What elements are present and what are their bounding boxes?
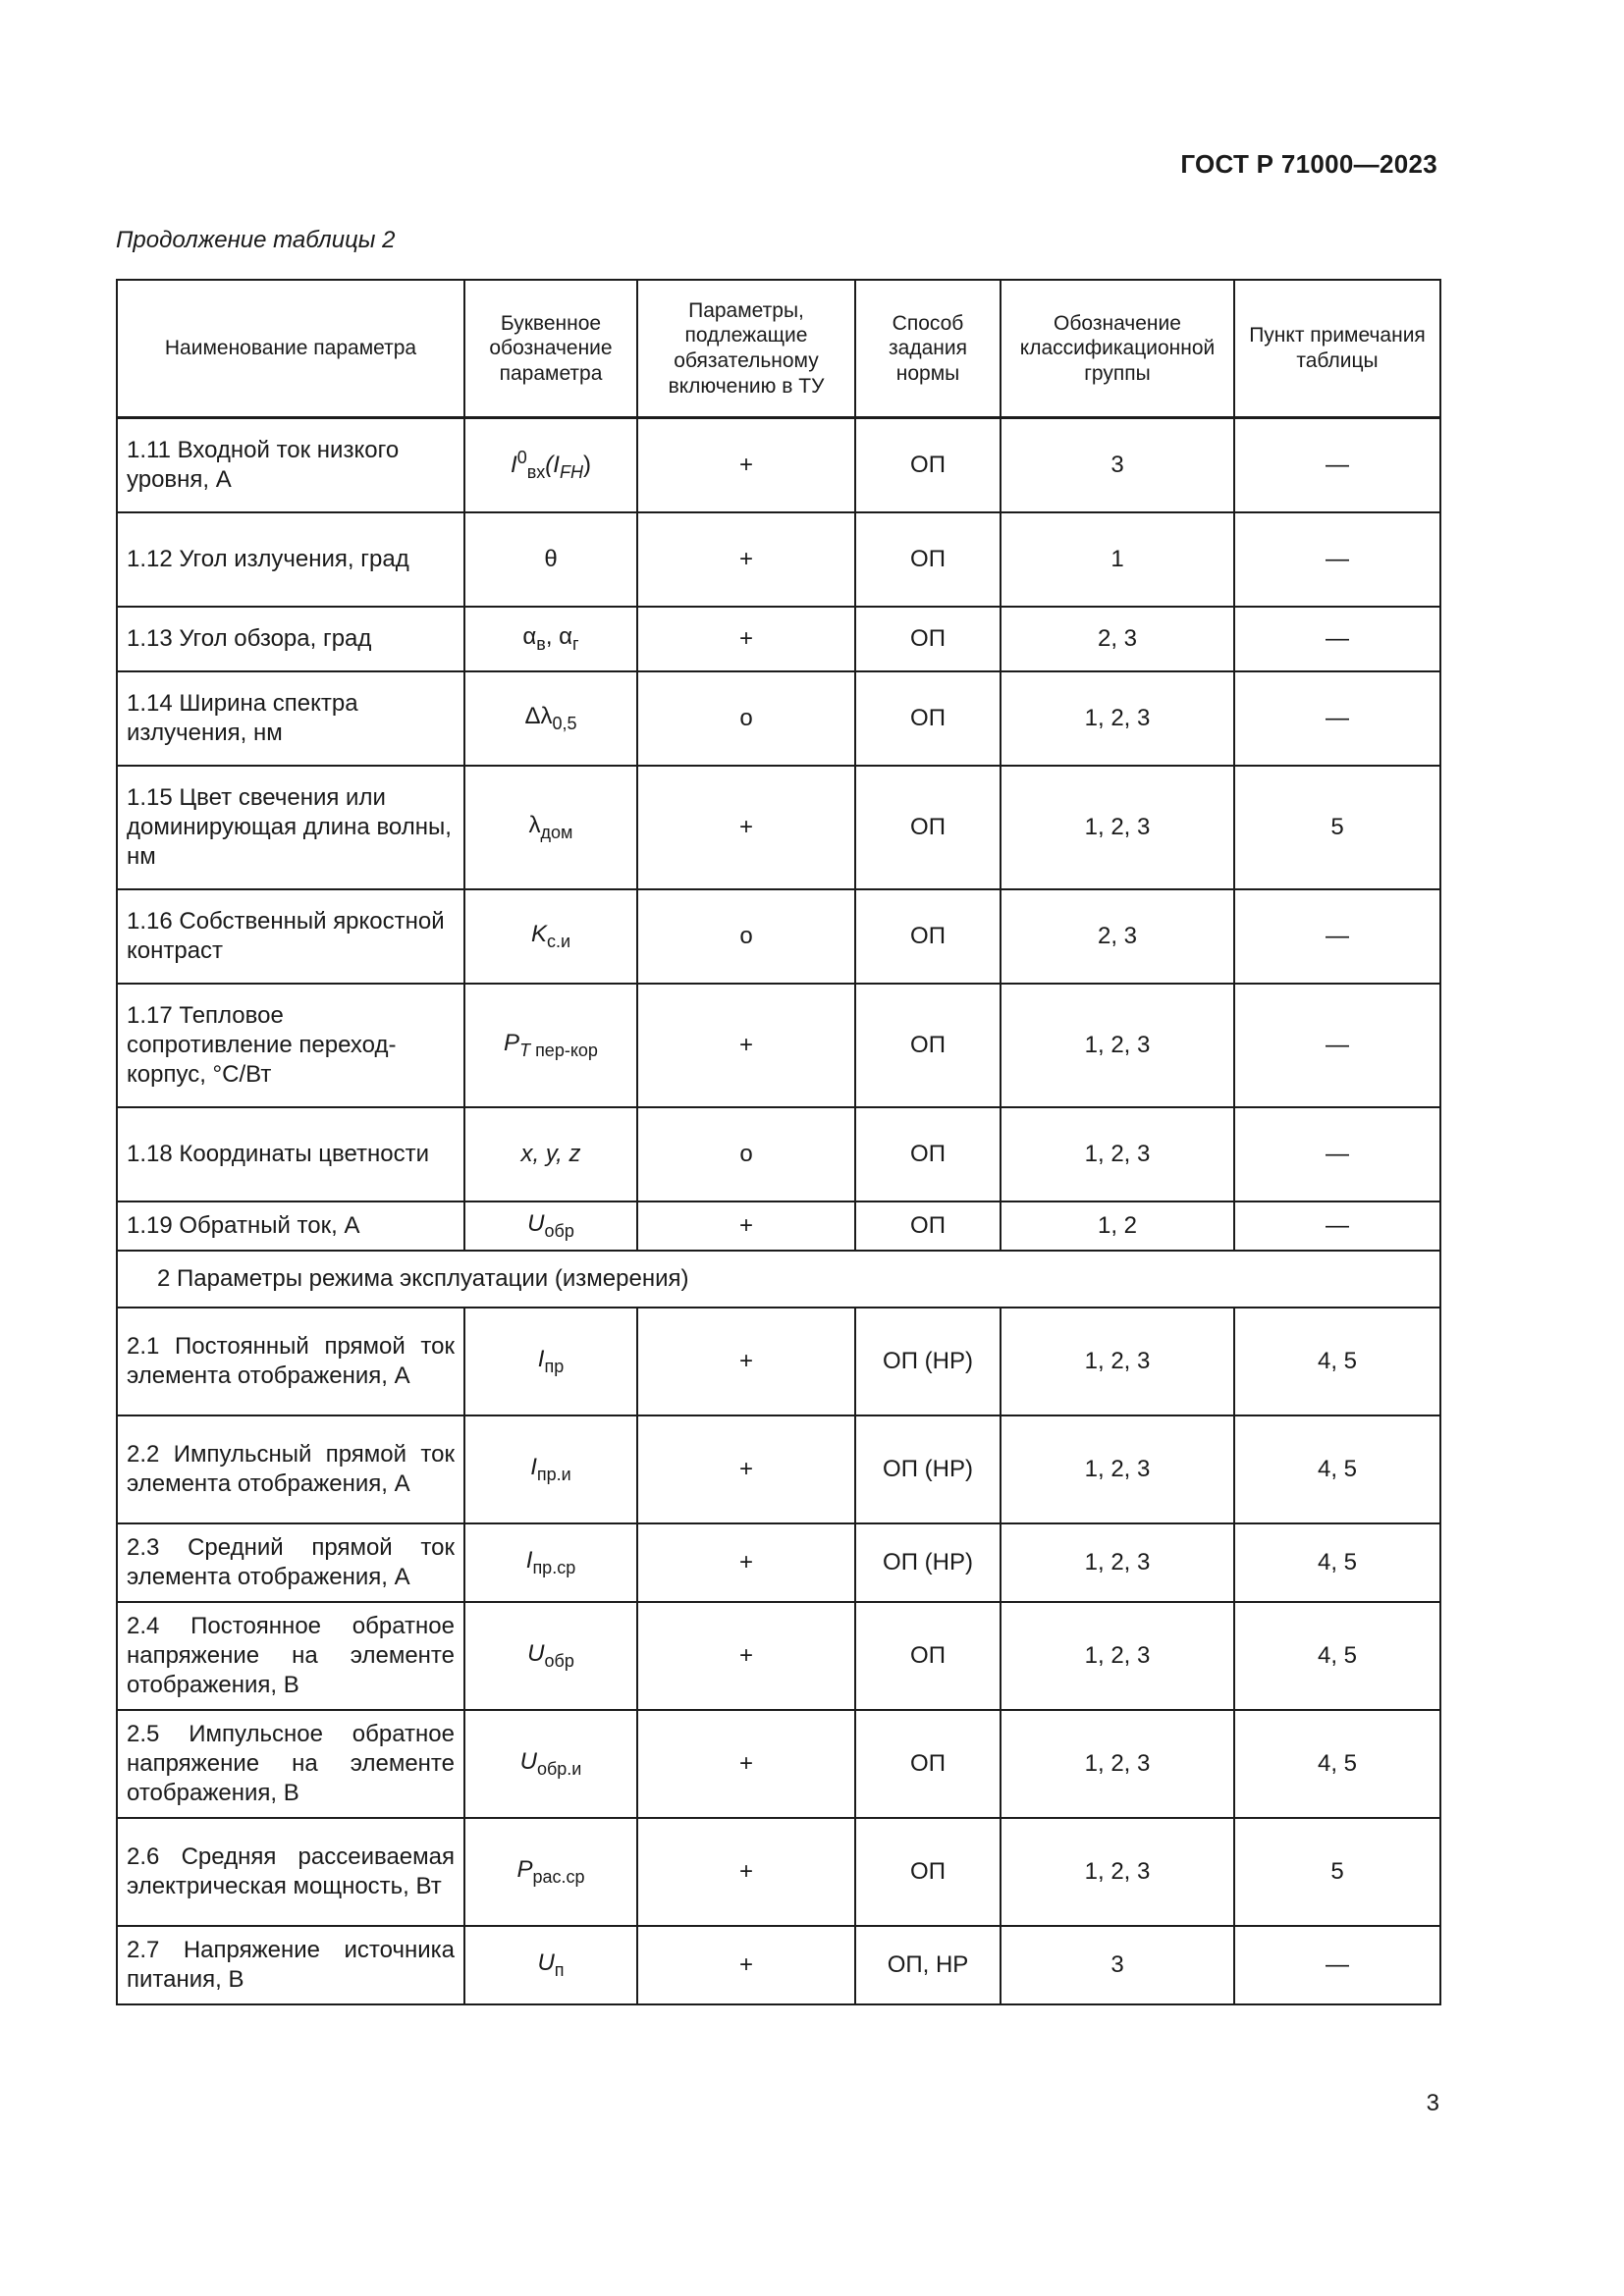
class-group: 2, 3 xyxy=(1001,607,1234,671)
section-row xyxy=(117,1251,1440,1308)
class-group: 3 xyxy=(1001,418,1234,512)
param-name: 1.13 Угол обзора, град xyxy=(117,607,464,671)
class-group: 1, 2, 3 xyxy=(1001,1602,1234,1710)
norm-method: ОП xyxy=(855,1818,1001,1926)
tu-mark: + xyxy=(637,1710,855,1818)
table-header-row xyxy=(117,280,1440,418)
table-caption: Продолжение таблицы 2 xyxy=(116,227,396,253)
param-symbol: x, y, z xyxy=(464,1107,637,1201)
table-note: 5 xyxy=(1234,1818,1440,1926)
class-group: 2, 3 xyxy=(1001,889,1234,984)
param-symbol: $U_{обр}$ xyxy=(464,1201,637,1251)
param-symbol: $\lambda_{дом}$ xyxy=(464,766,637,889)
table-note: — xyxy=(1234,984,1440,1107)
table-note: — xyxy=(1234,418,1440,512)
norm-method: ОП (НР) xyxy=(855,1523,1001,1602)
param-name: 1.19 Обратный ток, А xyxy=(117,1201,464,1251)
param-name: 2.3 Средний прямой ток элемента отображения, А xyxy=(117,1523,464,1602)
column-header-symbol: Буквенное обозначение параметра xyxy=(464,280,637,418)
table-row xyxy=(117,766,1440,889)
norm-method: ОП xyxy=(855,766,1001,889)
tu-mark: + xyxy=(637,1926,855,2004)
table-note: 5 xyxy=(1234,766,1440,889)
class-group: 1, 2 xyxy=(1001,1201,1234,1251)
norm-method: ОП xyxy=(855,671,1001,766)
table-row xyxy=(117,1818,1440,1926)
param-name: 2.4 Постоянное обратное напряжение на элементе отображения, В xyxy=(117,1602,464,1710)
tu-mark: + xyxy=(637,607,855,671)
table-row xyxy=(117,671,1440,766)
param-symbol: $U_{обр.и}$ xyxy=(464,1710,637,1818)
tu-mark: о xyxy=(637,889,855,984)
table-row xyxy=(117,418,1440,512)
column-header-name: Наименование параметра xyxy=(117,280,464,418)
class-group: 1, 2, 3 xyxy=(1001,1415,1234,1523)
param-symbol: $\Delta\lambda_{0,5}$ xyxy=(464,671,637,766)
param-name: 1.15 Цвет свечения или доминирующая длина волны, нм xyxy=(117,766,464,889)
table-row xyxy=(117,1602,1440,1710)
section-title: 2 Параметры режима эксплуатации (измерения) xyxy=(117,1251,1440,1308)
param-symbol: $\alpha_в$, $\alpha_г$ xyxy=(464,607,637,671)
table-note: 4, 5 xyxy=(1234,1415,1440,1523)
param-symbol: $P_T$ $_{пер-кор}$ xyxy=(464,984,637,1107)
param-name: 1.14 Ширина спектра излучения, нм xyxy=(117,671,464,766)
param-name: 2.1 Постоянный прямой ток элемента отображения, А xyxy=(117,1308,464,1415)
norm-method: ОП xyxy=(855,1602,1001,1710)
column-header-method: Способ задания нормы xyxy=(855,280,1001,418)
table-row xyxy=(117,1415,1440,1523)
tu-mark: + xyxy=(637,1308,855,1415)
table-note: 4, 5 xyxy=(1234,1523,1440,1602)
class-group: 1, 2, 3 xyxy=(1001,1523,1234,1602)
table-row xyxy=(117,1107,1440,1201)
class-group: 1, 2, 3 xyxy=(1001,984,1234,1107)
norm-method: ОП xyxy=(855,1107,1001,1201)
class-group: 1, 2, 3 xyxy=(1001,671,1234,766)
column-header-group: Обозначение классификационной группы xyxy=(1001,280,1234,418)
tu-mark: + xyxy=(637,512,855,607)
column-header-note: Пункт примечания таблицы xyxy=(1234,280,1440,418)
norm-method: ОП xyxy=(855,512,1001,607)
class-group: 1, 2, 3 xyxy=(1001,1818,1234,1926)
table-note: 4, 5 xyxy=(1234,1710,1440,1818)
param-name: 1.17 Тепловое сопротивление переход-корпус, °С/Вт xyxy=(117,984,464,1107)
table-note: — xyxy=(1234,671,1440,766)
tu-mark: о xyxy=(637,1107,855,1201)
class-group: 3 xyxy=(1001,1926,1234,2004)
param-symbol: $U_{обр}$ xyxy=(464,1602,637,1710)
param-name: 2.5 Импульсное обратное напряжение на элементе отображения, В xyxy=(117,1710,464,1818)
table-row xyxy=(117,1308,1440,1415)
tu-mark: + xyxy=(637,1818,855,1926)
table-row xyxy=(117,889,1440,984)
norm-method: ОП, НР xyxy=(855,1926,1001,2004)
param-symbol: $I_{пр}$ xyxy=(464,1308,637,1415)
class-group: 1 xyxy=(1001,512,1234,607)
tu-mark: + xyxy=(637,984,855,1107)
param-name: 2.6 Средняя рассеиваемая электрическая мощность, Вт xyxy=(117,1818,464,1926)
norm-method: ОП (НР) xyxy=(855,1308,1001,1415)
table-row xyxy=(117,984,1440,1107)
table-note: — xyxy=(1234,607,1440,671)
param-symbol: θ xyxy=(464,512,637,607)
document-header: ГОСТ Р 71000—2023 xyxy=(1180,149,1437,179)
table-note: — xyxy=(1234,1926,1440,2004)
norm-method: ОП xyxy=(855,1201,1001,1251)
param-symbol: $I_{пр.ср}$ xyxy=(464,1523,637,1602)
norm-method: ОП xyxy=(855,607,1001,671)
norm-method: ОП xyxy=(855,984,1001,1107)
tu-mark: + xyxy=(637,1201,855,1251)
param-symbol: $I^0_{вх}(I_{FH})$ xyxy=(464,418,637,512)
param-symbol: $P_{рас.ср}$ xyxy=(464,1818,637,1926)
tu-mark: + xyxy=(637,418,855,512)
table-note: — xyxy=(1234,1201,1440,1251)
param-symbol: $K_{с.и}$ xyxy=(464,889,637,984)
tu-mark: + xyxy=(637,1415,855,1523)
param-name: 2.7 Напряжение источника питания, В xyxy=(117,1926,464,2004)
page-number: 3 xyxy=(1426,2090,1439,2116)
norm-method: ОП xyxy=(855,889,1001,984)
table-row xyxy=(117,1523,1440,1602)
tu-mark: + xyxy=(637,1523,855,1602)
table-row xyxy=(117,607,1440,671)
param-name: 1.18 Координаты цветности xyxy=(117,1107,464,1201)
param-name: 1.11 Входной ток низкого уровня, А xyxy=(117,418,464,512)
norm-method: ОП xyxy=(855,1710,1001,1818)
table-note: 4, 5 xyxy=(1234,1602,1440,1710)
class-group: 1, 2, 3 xyxy=(1001,1710,1234,1818)
norm-method: ОП (НР) xyxy=(855,1415,1001,1523)
param-name: 2.2 Импульсный прямой ток элемента отображения, А xyxy=(117,1415,464,1523)
column-header-tu: Параметры, подлежащие обязательному включению в ТУ xyxy=(637,280,855,418)
table-note: 4, 5 xyxy=(1234,1308,1440,1415)
table-row xyxy=(117,1926,1440,2004)
tu-mark: + xyxy=(637,1602,855,1710)
table-row xyxy=(117,1201,1440,1251)
param-name: 1.16 Собственный яркостной контраст xyxy=(117,889,464,984)
table-note: — xyxy=(1234,889,1440,984)
class-group: 1, 2, 3 xyxy=(1001,1107,1234,1201)
param-name: 1.12 Угол излучения, град xyxy=(117,512,464,607)
param-symbol: $U_п$ xyxy=(464,1926,637,2004)
norm-method: ОП xyxy=(855,418,1001,512)
tu-mark: + xyxy=(637,766,855,889)
table-row xyxy=(117,512,1440,607)
table-note: — xyxy=(1234,1107,1440,1201)
class-group: 1, 2, 3 xyxy=(1001,1308,1234,1415)
table-row xyxy=(117,1710,1440,1818)
class-group: 1, 2, 3 xyxy=(1001,766,1234,889)
parameters-table xyxy=(116,279,1441,2005)
table-note: — xyxy=(1234,512,1440,607)
param-symbol: $I_{пр.и}$ xyxy=(464,1415,637,1523)
tu-mark: о xyxy=(637,671,855,766)
